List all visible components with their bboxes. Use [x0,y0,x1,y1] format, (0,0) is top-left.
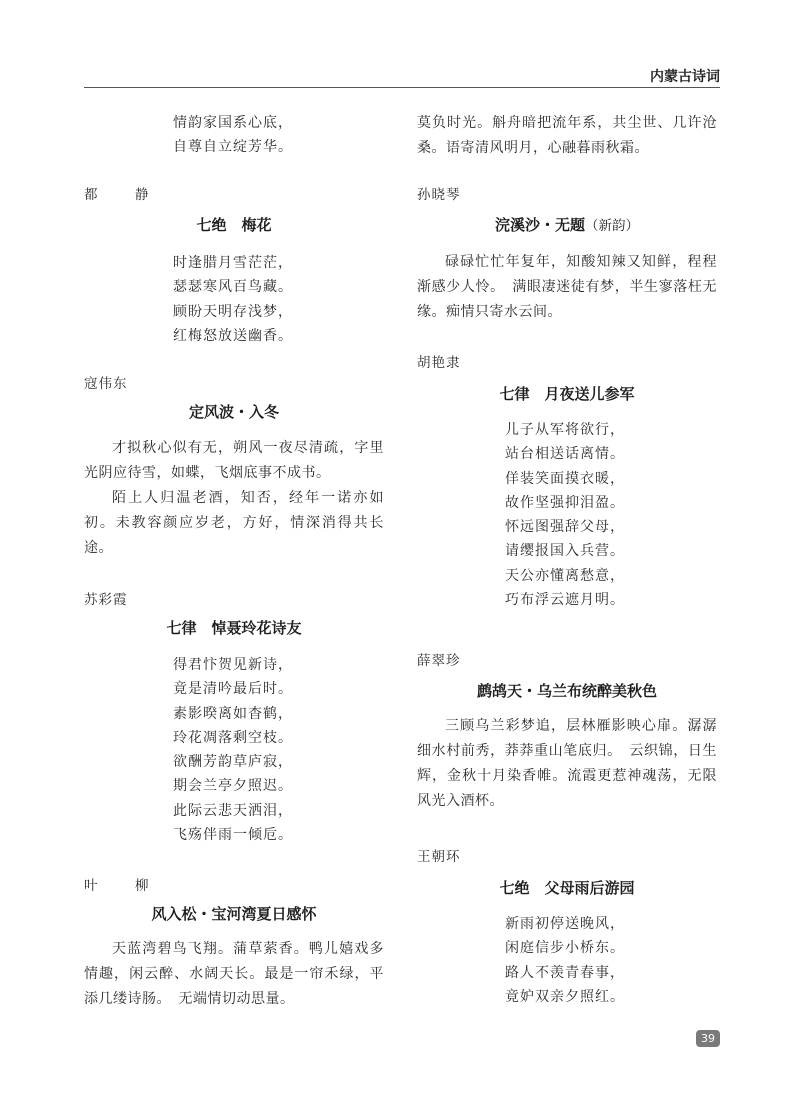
poem-author: 胡艳隶 [417,355,461,371]
poem-line: 玲花凋落剩空枝。 [173,729,293,746]
poem-line: 顾盼天明存浅梦， [173,303,293,320]
poem-title: 定风波・入冬 [188,403,279,421]
poem-line: 儿子从军将欲行， [505,422,625,438]
poem-line: 路人不羡青春事， [505,964,625,981]
poem-fengrusong [84,877,384,1012]
poem-title: 七律 悼聂玲花诗友 [166,619,302,637]
poem-fumuyuhouyouyuan [417,848,717,1009]
poem-line: 竟是清吟最后时。 [173,681,293,698]
poem-title: 七绝 梅花 [196,216,272,234]
poem-dingfengbo [84,375,384,561]
page-number-badge: 39 [696,1030,720,1047]
poem-title: 风入松・宝河湾夏日感怀 [151,905,317,923]
poem-line: 故作坚强抑泪盈。 [505,494,625,511]
header-divider [84,87,720,88]
poem-paragraph: 陌上人归温老酒，知否，经年一诺亦如初。未教容颜应岁老，方好，情深消得共长途。 [84,490,384,556]
poem-line: 新雨初停送晚风， [505,916,625,932]
poem-paragraph: 碌碌忙忙年复年，知酸知辣又知鲜，程程渐感少人怜。 满眼凄迷徒有梦，半生寥落枉无缘。痴情只寄水云间。 [417,254,717,320]
poem-line: 闲庭信步小桥东。 [505,940,625,957]
poem-line: 佯装笑面摸衣暖， [505,470,625,487]
poem-line: 竟妒双亲夕照红。 [505,988,625,1005]
poem-author: 王朝环 [417,849,461,865]
poem-line: 得君忭贺见新诗， [173,657,293,673]
poem-line: 怀远图强辞父母， [505,519,625,536]
poem-author: 寇伟东 [84,376,128,392]
continued-poem-lines [84,111,384,160]
poem-paragraph: 莫负时光。斛舟暗把流年系，共尘世、几许沧桑。语寄清风明月，心融暮雨秋霜。 [417,115,717,156]
poem-line: 瑟瑟寒风百鸟藏。 [173,279,293,296]
poem-line: 时逢腊月雪茫茫， [173,255,293,271]
poem-line: 巧布浮云遮月明。 [505,592,625,609]
poem-line: 素影暌离如杳鹤， [173,705,293,722]
poem-title-text: 浣溪沙・无题 [494,216,585,234]
continued-poem-paragraph [417,111,717,161]
poem-line: 天公亦懂离愁意， [505,567,625,584]
poem-line: 欲酬芳韵草庐寂， [173,754,293,771]
poem-huanxisha [417,186,717,325]
poem-title: 七律 月夜送儿参军 [499,385,635,403]
poem-paragraph: 三顾乌兰彩梦追，层林雁影映心扉。潺潺细水村前秀，莽莽重山笔底归。 云织锦，日生辉，金秋十月染香帷。流霞更惹神魂荡，无限风光入酒杯。 [417,718,717,809]
poem-line: 自尊自立绽芳华。 [173,139,293,156]
poem-zhegutian [417,652,717,814]
poem-line: 期会兰亭夕照迟。 [173,778,293,795]
poem-paragraph: 天蓝湾碧鸟飞翔。蒲草萦香。鸭儿嬉戏多情趣，闲云醉、水阔天长。最是一帘禾绿，平添几缕诗肠。 无端情切动思量。 [84,941,384,1007]
poem-title: 七绝 父母雨后游园 [499,879,635,897]
poem-paragraph: 才拟秋心似有无，朔风一夜尽清疏，字里光阴应待雪，如蝶，飞烟底事不成书。 [84,440,384,481]
poem-daoniehualinghua [84,591,384,847]
poem-author: 薛翠珍 [417,653,461,669]
poem-author: 都 静 [84,187,161,203]
poem-line: 此际云悲天洒泪， [173,802,293,819]
journal-title: 内蒙古诗词 [650,69,720,85]
poem-title-note: （新韵） [585,218,639,234]
poem-meihua [84,186,384,348]
poem-line: 情韵家国系心底， [173,115,293,131]
poem-title [417,215,717,236]
poem-line: 红梅怒放送幽香。 [173,327,293,344]
poem-yueyesongercanjun [417,354,717,612]
poem-author: 孙晓琴 [417,187,461,203]
poem-author: 苏彩霞 [84,592,128,608]
poem-author: 叶 柳 [84,878,161,894]
poem-line: 请缨报国入兵营。 [505,543,625,560]
poem-line: 飞殇伴雨一倾卮。 [173,827,293,844]
poem-line: 站台相送话离情。 [505,446,625,463]
poem-title: 鹧鸪天・乌兰布统醉美秋色 [476,682,657,700]
